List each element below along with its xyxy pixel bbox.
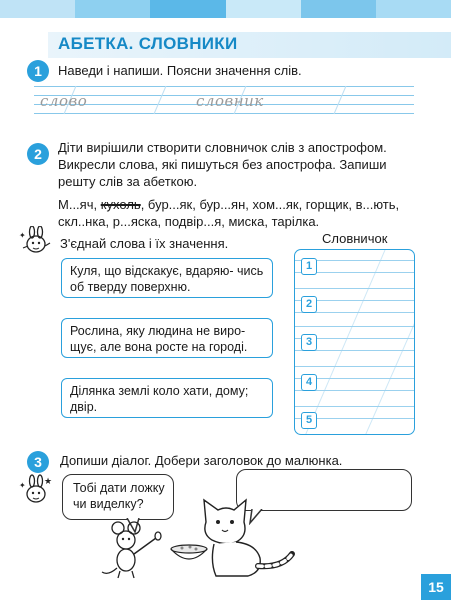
rabbit-mascot-icon — [18, 474, 54, 508]
dictionary-box[interactable] — [294, 249, 415, 435]
dictionary-entry-number: 1 — [301, 258, 317, 275]
task1-instruction: Наведи і напиши. Поясни значення слів. — [58, 63, 302, 78]
page-number: 15 — [421, 574, 451, 600]
dictionary-entry-number: 2 — [301, 296, 317, 313]
word-list-part: М...яч, — [58, 197, 101, 212]
bar-segment — [301, 0, 376, 18]
definition-box[interactable]: Куля, що відскакує, вдаряю- чись об тверду поверхню. — [61, 258, 273, 298]
task-number-badge: 2 — [27, 143, 49, 165]
dictionary-line — [295, 326, 414, 327]
dictionary-line — [295, 366, 414, 367]
task-number-badge: 3 — [27, 451, 49, 473]
definition-box[interactable]: Ділянка землі коло хати, дому; двір. — [61, 378, 273, 418]
mouse-illustration — [100, 518, 170, 580]
task2-line: Діти вирішили створити словничок слів з апострофом. — [58, 140, 387, 155]
bubble-text: Тобі дати ложку чи виделку? — [73, 481, 165, 511]
task3-instruction: Допиши діалог. Добери заголовок до малюнка. — [60, 453, 343, 468]
svg-text:✦: ✦ — [19, 231, 26, 240]
struck-word: кухоль — [100, 197, 141, 212]
task-number-badge: 1 — [27, 60, 49, 82]
bar-segment — [75, 0, 150, 18]
dictionary-entry-number: 3 — [301, 334, 317, 351]
task2-line: Викресли слова, які пишуться без апострофа. Запиши — [58, 157, 387, 172]
word-list-line-2: скл..нка, р...яска, подвір...я, миска, тарілка. — [58, 214, 320, 229]
word-list-line-1 — [58, 197, 399, 214]
definition-box[interactable]: Рослина, яку людина не виро- щує, але вона росте на городі. — [61, 318, 273, 358]
svg-text:★: ★ — [44, 476, 53, 486]
dictionary-entry-number: 5 — [301, 412, 317, 429]
dictionary-line — [295, 288, 414, 289]
trace-word-1: слово — [40, 92, 88, 110]
bar-segment — [376, 0, 451, 18]
speech-bubble-left[interactable] — [62, 474, 174, 520]
bar-segment — [0, 0, 75, 18]
svg-text:✦: ✦ — [19, 481, 26, 490]
trace-word-2: словник — [196, 92, 264, 110]
top-color-bar — [0, 0, 451, 18]
dictionary-line — [295, 406, 414, 407]
rabbit-mascot-icon — [18, 226, 52, 258]
cat-illustration — [196, 492, 306, 578]
bar-segment — [226, 0, 301, 18]
dictionary-entry-number: 4 — [301, 374, 317, 391]
page-title: АБЕТКА. СЛОВНИКИ — [58, 34, 238, 53]
dictionary-title: Словничок — [322, 231, 388, 246]
task2-line: решту слів за абеткою. — [58, 174, 198, 189]
word-list-part: , бур...як, бур...ян, хом...як, горщик, в...ють, — [140, 197, 400, 212]
bar-segment — [150, 0, 225, 18]
connect-instruction: З'єднай слова і їх значення. — [60, 236, 229, 251]
